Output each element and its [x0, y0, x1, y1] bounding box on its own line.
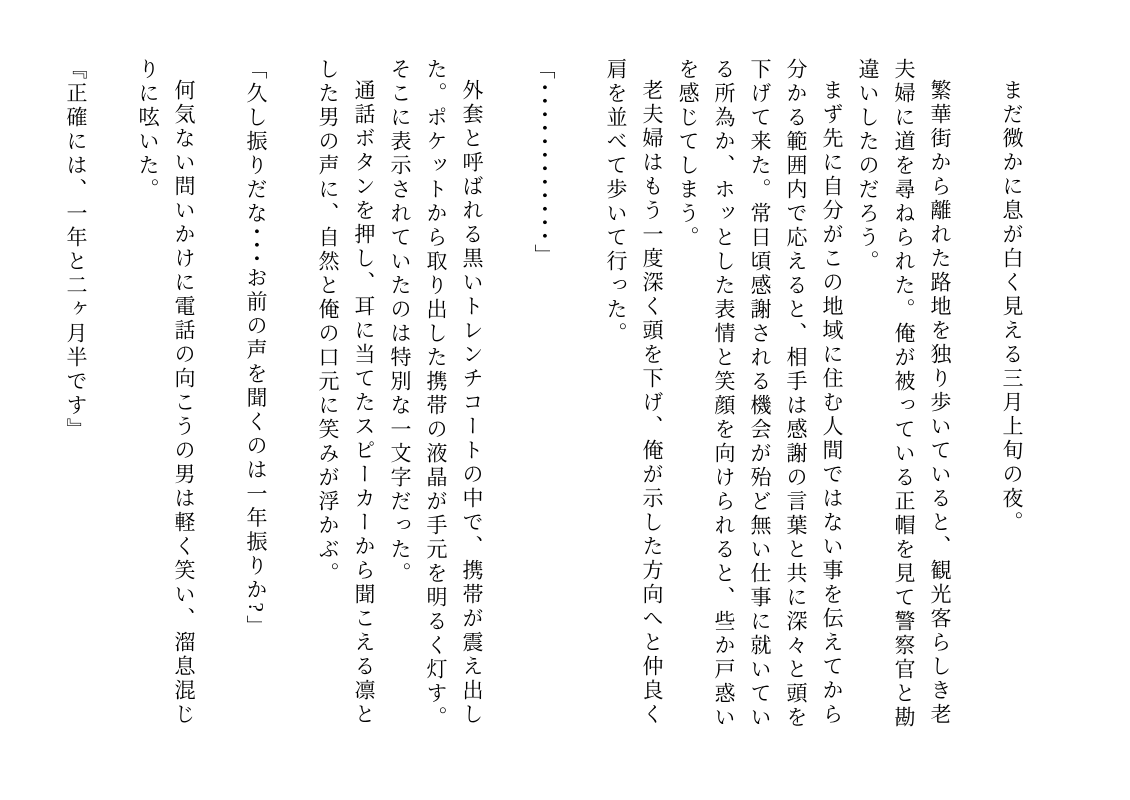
dialogue-line-greeting: 「久し振りだな･･･お前の声を聞くのは一年振りか?」	[244, 58, 268, 639]
novel-paragraph-5: 外套と呼ばれる黒いトレンチコートの中で、携帯が震え出した。ポケットから取り出した携帯の液晶が手元を明るく灯す。そこに表示されていたのは特別な一文字だった。	[388, 58, 484, 730]
novel-paragraph-4: 老夫婦はもう一度深く頭を下げ、俺が示した方向へと仲良く肩を並べて歩いて行った。	[604, 58, 664, 727]
dialogue-line-silence: 「････････････」	[532, 58, 556, 268]
novel-paragraph-6: 通話ボタンを押し、耳に当てたスピーカーから聞こえる凛とした男の声に、自然と俺の口元に笑みが浮かぶ。	[316, 58, 376, 727]
novel-paragraph-7: 何気ない問いかけに電話の向こうの男は軽く笑い、溜息混じりに呟いた。	[136, 58, 196, 727]
novel-paragraph-2: 繁華街から離れた路地を独り歩いていると、観光客らしき老夫婦に道を尋ねられた。俺が被っている正帽を見て警察官と勘違いしたのだろう。	[856, 58, 952, 730]
dialogue-line-phone-reply: 『正確には、一年と二ヶ月半です』	[64, 58, 88, 442]
novel-paragraph-1: まだ微かに息が白く見える三月上旬の夜。	[1000, 79, 1024, 535]
novel-paragraph-3: まず先に自分がこの地域に住む人間ではない事を伝えてから分かる範囲内で応えると、相手は感謝の言葉と共に深々と頭を下げて来た。常日頃感謝される機会が殆ど無い仕事に就いている所為か、ホッとした表情と笑顔を向けられると、些か戸惑いを感じてしまう。	[676, 58, 844, 730]
novel-page	[58, 58, 1030, 750]
